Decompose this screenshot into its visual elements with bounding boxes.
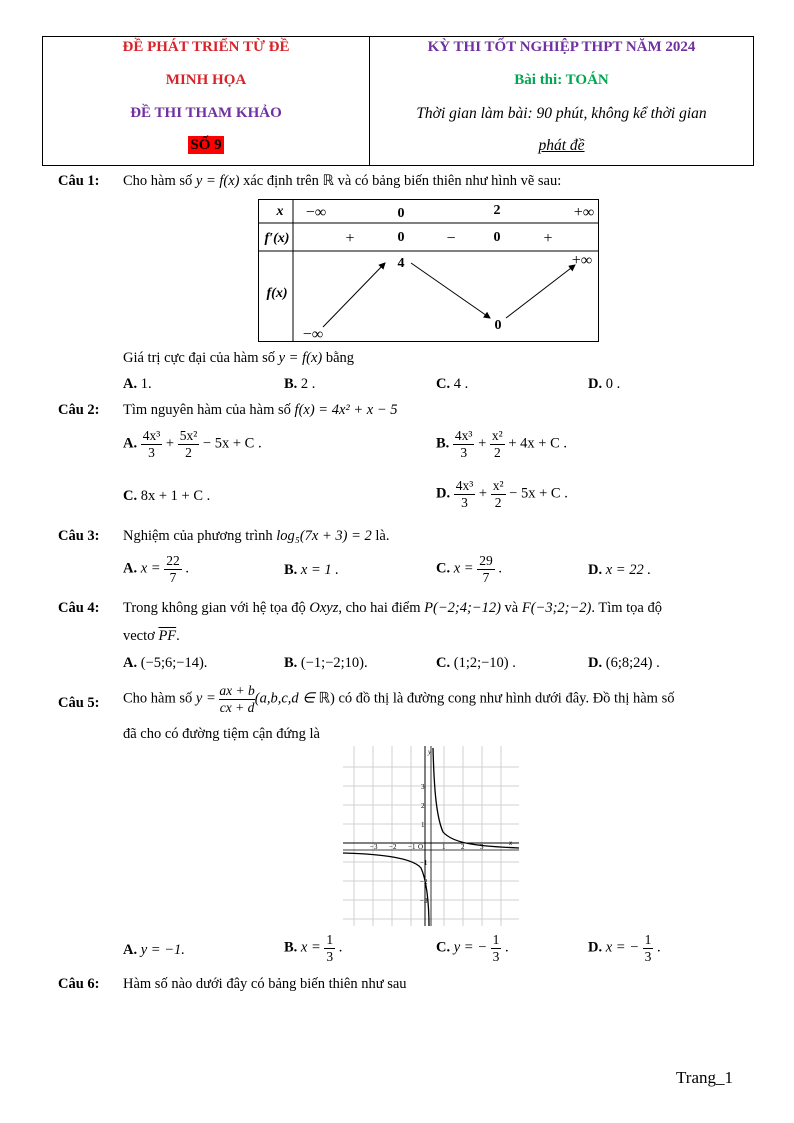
q5-option-c — [436, 932, 509, 964]
table-x-value: 2 — [493, 203, 501, 218]
denominator: cx + d — [219, 699, 255, 715]
q4-option-a — [123, 655, 207, 672]
fraction — [490, 428, 505, 460]
q5-option-d — [588, 932, 661, 964]
q1-question-func: y = f(x) — [278, 350, 323, 366]
q1-option-a — [123, 376, 152, 393]
option-key: B. — [284, 655, 298, 671]
denominator: 2 — [185, 444, 192, 460]
fraction — [164, 553, 182, 585]
option-key: A. — [123, 560, 138, 577]
option-text: (6;8;24) . — [605, 655, 660, 671]
table-arrow-up — [323, 263, 385, 327]
curve-left-branch — [343, 853, 429, 926]
q4-oxyz: Oxyz — [309, 600, 339, 616]
option-pre: x = — [140, 560, 161, 577]
fraction — [219, 683, 254, 715]
x-tick: −1 — [408, 843, 416, 851]
q1-prompt: Cho hàm số y = f(x) xác định trên ℝ và có bảng biến thiên như hình vẽ sau: — [123, 173, 562, 189]
x-tick: 3 — [480, 843, 484, 851]
option-text: 1. — [140, 376, 152, 392]
q6-prompt: Hàm số nào dưới đây có bảng biến thiên như sau — [123, 976, 407, 992]
fraction — [643, 932, 654, 964]
q3-option-c — [436, 553, 502, 585]
q5-text-b: có đồ thị là đường cong như hình dưới đây. Đồ thị hàm số — [338, 690, 675, 707]
q1-label: Câu 1: — [58, 173, 100, 189]
fraction — [454, 478, 476, 510]
q1-text-a: Cho hàm số — [123, 173, 193, 189]
x-tick: −2 — [389, 843, 397, 851]
x-tick: 2 — [461, 843, 465, 851]
fraction — [491, 932, 502, 964]
option-text: x = 1 . — [300, 562, 339, 578]
option-tail: + 4x + C . — [508, 435, 568, 452]
option-text: 4 . — [453, 376, 469, 392]
exam-time-line-1: Thời gian làm bài: 90 phút, không kể thời gian — [416, 105, 707, 122]
table-f-value: 4 — [397, 256, 405, 271]
exam-title: KỲ THI TỐT NGHIỆP THPT NĂM 2024 — [427, 39, 696, 55]
option-key: D. — [436, 485, 451, 502]
table-f-value: 0 — [494, 318, 502, 333]
q2-func: f(x) = 4x² + x − 5 — [294, 402, 398, 418]
option-key: C. — [436, 376, 451, 392]
q4-option-c — [436, 655, 516, 672]
table-x-value: −∞ — [305, 204, 327, 221]
option-pre: x = — [300, 939, 321, 956]
option-key: A. — [123, 655, 138, 671]
q1-question — [123, 350, 354, 367]
option-pre: x = — [453, 560, 474, 577]
y-tick: 1 — [421, 821, 425, 829]
header-line-3: ĐỀ THI THAM KHẢO — [130, 105, 282, 121]
operator: + — [478, 435, 487, 452]
option-tail: − 5x + C . — [202, 435, 262, 452]
table-x-label: x — [276, 204, 284, 219]
option-key: D. — [588, 376, 603, 392]
q5-prompt: Cho hàm số y = $\frac{ax + b}{cx + d}$ (a,b,c,d ∈ ℝ) có đồ thị là đường cong như hình dưới đây. Đồ thị hàm số — [123, 683, 675, 715]
q3-option-d — [588, 562, 651, 579]
numerator: 1 — [492, 932, 500, 947]
q5-option-b — [284, 932, 342, 964]
option-key: C. — [436, 939, 451, 956]
option-text: (−5;6;−14). — [140, 655, 208, 671]
denominator: 7 — [169, 569, 177, 585]
exam-header — [42, 36, 754, 166]
denominator: 2 — [493, 444, 501, 460]
q2-prompt — [123, 402, 398, 419]
numerator: ax + b — [219, 683, 255, 698]
y-tick: −2 — [420, 878, 428, 886]
fraction — [141, 428, 163, 460]
q4-and: và — [504, 600, 519, 616]
x-axis-label: x — [509, 839, 513, 847]
q1-text-b: xác định trên — [243, 173, 319, 189]
option-post: . — [657, 939, 661, 956]
option-post: . — [498, 560, 502, 577]
numerator: x² — [491, 428, 503, 443]
option-key: A. — [123, 435, 138, 452]
table-fp-value: + — [345, 230, 355, 247]
x-tick: −3 — [370, 843, 378, 851]
table-f-value: +∞ — [571, 252, 593, 269]
x-tick: 1 — [442, 843, 446, 851]
q6-label: Câu 6: — [58, 976, 100, 992]
numerator: 22 — [166, 553, 180, 568]
option-key: B. — [284, 376, 298, 392]
option-text: (1;2;−10) . — [453, 655, 516, 671]
q5-y: y = — [195, 690, 216, 707]
q4-prompt — [123, 600, 662, 617]
q4-option-b — [284, 655, 368, 672]
fraction — [453, 428, 475, 460]
y-tick: −3 — [420, 897, 428, 905]
q1-option-d — [588, 376, 620, 393]
q1-question-a: Giá trị cực đại của hàm số — [123, 350, 275, 366]
numerator: 4x³ — [455, 478, 474, 493]
option-key: B. — [436, 435, 450, 452]
denominator: 3 — [460, 444, 468, 460]
numerator: 5x² — [179, 428, 198, 443]
y-axis-label: y — [428, 748, 432, 756]
q5-option-a — [123, 942, 185, 959]
option-text: x = 22 . — [605, 562, 651, 578]
q3-text-a: Nghiệm của phương trình — [123, 528, 273, 544]
q4-option-d — [588, 655, 660, 672]
q1-func: y = f(x) — [195, 173, 240, 189]
q4-line2: vectơ — [123, 628, 155, 644]
header-number — [43, 137, 369, 154]
table-fp-value: + — [543, 230, 553, 247]
fraction — [178, 428, 200, 460]
exam-number-badge: SỐ 9 — [190, 137, 222, 153]
table-fp-value: 0 — [397, 230, 405, 245]
q5-text-a: Cho hàm số — [123, 690, 193, 707]
fraction — [324, 932, 335, 964]
denominator: 7 — [482, 569, 490, 585]
option-text: (−1;−2;10). — [300, 655, 368, 671]
q2-label: Câu 2: — [58, 402, 100, 418]
page-number: Trang_1 — [676, 1068, 733, 1087]
q4-prompt-line2 — [123, 628, 180, 645]
fraction — [477, 553, 495, 585]
q2-option-c — [123, 488, 210, 505]
q3-option-b — [284, 562, 339, 579]
operator: + — [165, 435, 175, 452]
numerator: 4x³ — [142, 428, 161, 443]
q3-text-b: là. — [375, 528, 390, 544]
q1-text-c: và có bảng biến thiên như hình vẽ sau: — [337, 173, 562, 189]
q2-option-b — [436, 428, 567, 460]
q4-point-f: F(−3;2;−2) — [521, 600, 592, 616]
fraction — [491, 478, 506, 510]
table-x-value: +∞ — [573, 204, 595, 221]
numerator: x² — [492, 478, 504, 493]
hyperbola-graph — [343, 746, 519, 926]
table-fp-label: f′(x) — [264, 231, 290, 246]
option-text: y = −1. — [140, 942, 185, 958]
option-key: A. — [123, 942, 138, 958]
q3-equation: log₅(7x + 3) = 2 — [276, 528, 372, 544]
q5-label: Câu 5: — [58, 695, 100, 711]
curve-right-branch — [433, 748, 519, 848]
q4-dot: . — [176, 628, 180, 644]
y-tick: 2 — [421, 802, 425, 810]
denominator: 3 — [644, 948, 652, 964]
option-key: D. — [588, 562, 603, 578]
q4-text-a: Trong không gian với hệ tọa độ — [123, 600, 306, 616]
q4-vector: $\overline{PF}$ — [158, 628, 177, 644]
q3-option-a — [123, 553, 189, 585]
operator: + — [478, 485, 488, 502]
option-pre: x = − — [605, 939, 639, 956]
option-key: C. — [123, 488, 138, 504]
q2-text: Tìm nguyên hàm của hàm số — [123, 402, 291, 418]
option-key: D. — [588, 939, 603, 956]
option-text: 2 . — [300, 376, 316, 392]
y-tick: 3 — [421, 783, 425, 791]
numerator: 29 — [479, 553, 493, 568]
denominator: 3 — [148, 444, 155, 460]
q4-text-c: . Tìm tọa độ — [591, 600, 662, 616]
q1-option-c — [436, 376, 468, 393]
table-x-value: 0 — [397, 206, 405, 221]
option-key: C. — [436, 560, 451, 577]
table-f-label: f(x) — [266, 286, 288, 301]
option-post: . — [338, 939, 343, 956]
denominator: 3 — [461, 494, 468, 510]
variation-table — [258, 199, 600, 343]
numerator: 1 — [644, 932, 652, 947]
q3-prompt — [123, 528, 389, 545]
table-arrow-down — [411, 263, 490, 318]
header-line-1: ĐỀ PHÁT TRIỂN TỪ ĐỀ — [122, 39, 290, 55]
table-fp-value: 0 — [493, 230, 501, 245]
q4-text-b: , cho hai điểm — [338, 600, 421, 616]
q3-label: Câu 3: — [58, 528, 100, 544]
table-fp-value: − — [446, 230, 456, 247]
q2-option-d — [436, 478, 568, 510]
numerator: 4x³ — [454, 428, 473, 443]
option-text: 8x + 1 + C . — [140, 488, 211, 504]
option-key: D. — [588, 655, 603, 671]
table-f-value: −∞ — [302, 326, 324, 343]
option-post: . — [505, 939, 509, 956]
header-line-2: MINH HỌA — [165, 72, 247, 88]
q5-line2: đã cho có đường tiệm cận đứng là — [123, 726, 320, 742]
q4-point-p: P(−2;4;−12) — [424, 600, 501, 616]
table-arrow-up — [506, 265, 575, 318]
option-key: B. — [284, 562, 298, 578]
option-key: A. — [123, 376, 138, 392]
q1-option-b — [284, 376, 315, 393]
origin-label: O — [418, 843, 424, 851]
option-post: . — [185, 560, 189, 577]
option-key: B. — [284, 939, 298, 956]
option-text: 0 . — [605, 376, 621, 392]
option-key: C. — [436, 655, 451, 671]
q5-domain: (a,b,c,d ∈ — [254, 690, 315, 707]
option-tail: − 5x + C . — [509, 485, 568, 502]
option-pre: y = − — [453, 939, 487, 956]
exam-subject: Bài thi: TOÁN — [514, 72, 609, 88]
denominator: 3 — [492, 948, 500, 964]
numerator: 1 — [326, 932, 334, 947]
denominator: 2 — [494, 494, 502, 510]
q4-label: Câu 4: — [58, 600, 100, 616]
exam-time-line-2: phát đề — [538, 137, 585, 154]
q2-option-a — [123, 428, 262, 460]
q1-question-b: bằng — [325, 350, 355, 366]
y-tick: −1 — [420, 859, 428, 867]
denominator: 3 — [326, 948, 334, 964]
